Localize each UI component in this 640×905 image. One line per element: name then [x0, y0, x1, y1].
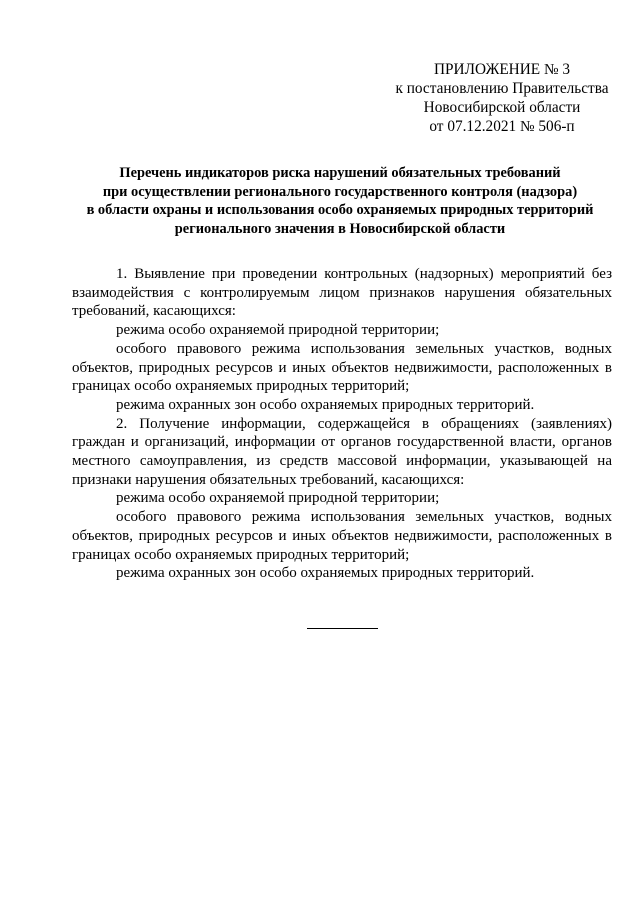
- attachment-number: ПРИЛОЖЕНИЕ № 3: [433, 61, 571, 78]
- title-line-2: при осуществлении регионального государственного контроля (надзора): [102, 183, 578, 200]
- paragraph-item-2: 2. Получение информации, содержащейся в обращениях (заявлениях) граждан и организаций, информации от органов государственной власти, органов местного самоуправления, из средств массовой информации, указывающей на признаки нарушения обязательных требований, касающихся:: [72, 415, 612, 488]
- end-separator-line: [307, 628, 378, 629]
- attachment-date-number: от 07.12.2021 № 506-п: [429, 118, 575, 135]
- paragraph-subitem: режима особо охраняемой природной территории;: [116, 490, 440, 507]
- attachment-region: Новосибирской области: [423, 99, 581, 116]
- paragraph-subitem: режима охранных зон особо охраняемых природных территорий.: [116, 565, 535, 582]
- paragraph-subitem: особого правового режима использования земельных участков, водных объектов, природных ресурсов и иных объектов недвижимости, расположенных в границах особо охраняемых природных территорий;: [72, 509, 612, 563]
- title-line-3: в области охраны и использования особо охраняемых природных территорий: [86, 202, 594, 218]
- attachment-header: [382, 60, 622, 136]
- title-line-4: регионального значения в Новосибирской области: [174, 220, 506, 237]
- document-body: [72, 265, 612, 583]
- paragraph-subitem: режима охранных зон особо охраняемых природных территорий.: [116, 396, 535, 413]
- paragraph-subitem: режима особо охраняемой природной территории;: [116, 322, 440, 339]
- document-title: [60, 164, 620, 238]
- paragraph-subitem: особого правового режима использования земельных участков, водных объектов, природных ресурсов и иных объектов недвижимости, расположенных в границах особо охраняемых природных территорий;: [72, 340, 612, 395]
- attachment-resolution-ref: к постановлению Правительства: [395, 80, 609, 97]
- title-line-1: Перечень индикаторов риска нарушений обязательных требований: [119, 165, 561, 181]
- paragraph-item-1: 1. Выявление при проведении контрольных (надзорных) мероприятий без взаимодействия с контролируемым лицом признаков нарушения обязательных требований, касающихся:: [72, 266, 612, 320]
